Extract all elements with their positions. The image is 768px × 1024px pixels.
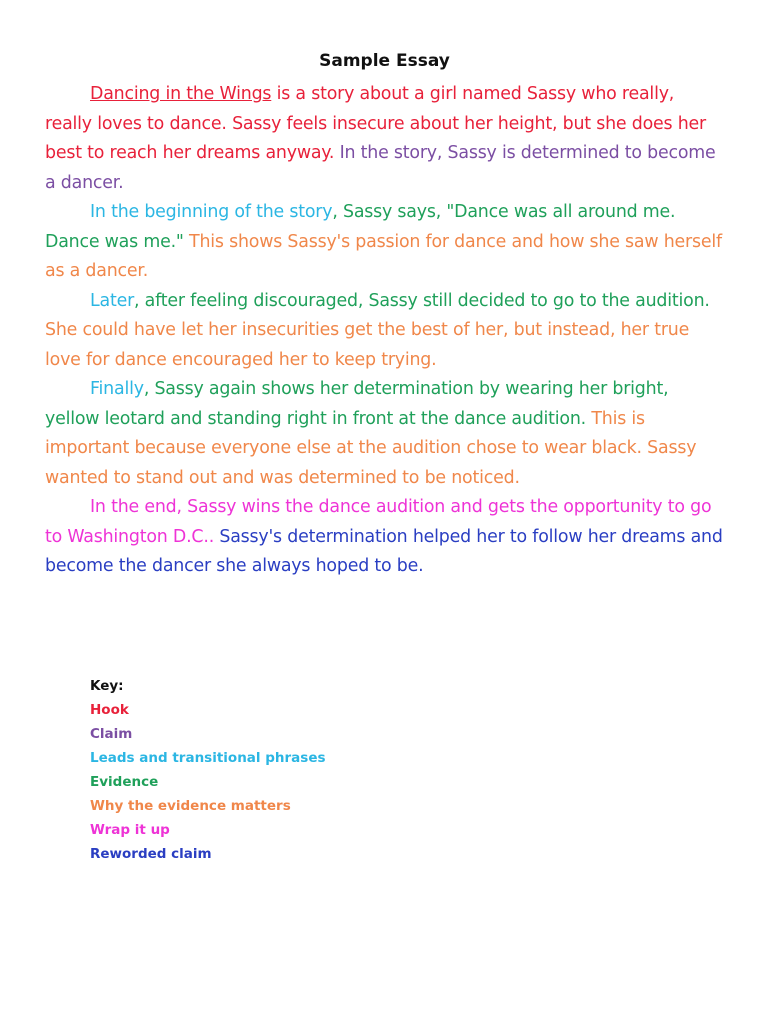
key-item-leads: Leads and transitional phrases <box>90 750 326 766</box>
key-title: Key: <box>90 678 124 694</box>
evidence-matters-text: This is important because everyone else at the audition chose to wear black. Sassy wanted to stand out and was determined to be noticed. <box>45 408 697 488</box>
paragraph-evidence-3 <box>45 375 724 493</box>
key-item-evidence: Evidence <box>90 774 159 790</box>
key-item-hook: Hook <box>90 702 129 718</box>
paragraph-evidence-1 <box>45 198 724 287</box>
evidence-text: , Sassy says, "Dance was all around me. Dance was me." <box>45 202 676 252</box>
evidence-matters-text: This shows Sassy's passion for dance and how she saw herself as a dancer. <box>45 231 722 281</box>
page-title: Sample Essay <box>319 51 450 71</box>
essay-body <box>45 80 724 582</box>
key-item-wrap-up: Wrap it up <box>90 822 170 838</box>
reworded-claim-text: Sassy's determination helped her to follow her dreams and become the dancer she always hoped to be. <box>45 526 723 576</box>
wrap-up-text: In the end, Sassy wins the dance audition and gets the opportunity to go to Washington D.C.. <box>45 497 712 547</box>
lead-phrase: Later <box>90 290 135 311</box>
key-item-reworded-claim: Reworded claim <box>90 846 212 862</box>
paragraph-conclusion <box>45 493 724 582</box>
paragraph-evidence-2 <box>45 287 724 376</box>
evidence-matters-text: She could have let her insecurities get the best of her, but instead, her true love for dance encouraged her to keep trying. <box>45 320 690 370</box>
hook-text: is a story about a girl named Sassy who really, really loves to dance. Sassy feels insecure about her height, but she does her best to reach her dreams anyway. <box>45 84 706 163</box>
key-item-evidence-matters: Why the evidence matters <box>90 798 291 814</box>
evidence-text: , Sassy again shows her determination by wearing her bright, yellow leotard and standing right in front at the dance audition. <box>45 379 669 429</box>
lead-phrase: Finally <box>90 379 144 399</box>
evidence-text: , after feeling discouraged, Sassy still decided to go to the audition. <box>134 290 710 311</box>
claim-text: In the story, Sassy is determined to become a dancer. <box>45 143 716 193</box>
book-title: Dancing in the Wings <box>90 84 272 104</box>
color-key <box>90 674 326 866</box>
key-item-claim: Claim <box>90 726 133 742</box>
paragraph-intro <box>45 80 724 198</box>
lead-phrase: In the beginning of the story <box>90 202 333 222</box>
